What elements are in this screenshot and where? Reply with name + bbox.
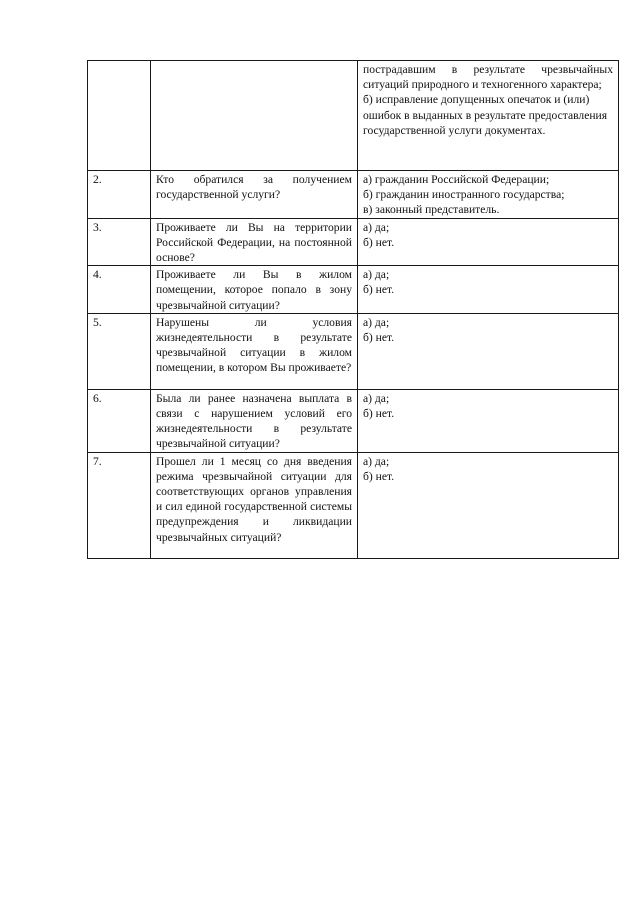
answer-line: а) да; (363, 268, 390, 282)
row-number-cell: 7. (88, 452, 151, 558)
question-cell: Нарушены ли условия жизнедеятельности в результате чрезвычайной ситуации в жилом помещении, в котором Вы проживаете? (151, 313, 358, 389)
table-row (88, 452, 619, 558)
answer-line: а) гражданин Российской Федерации; (363, 173, 550, 186)
table-row (88, 266, 619, 314)
question-cell: Была ли ранее назначена выплата в связи с нарушением условий его жизнедеятельности в результате чрезвычайной ситуации? (151, 389, 358, 452)
questions-table (87, 60, 619, 559)
answers-cell (358, 266, 619, 314)
answer-line: б) нет. (363, 331, 395, 345)
answer-line: б) нет. (363, 407, 395, 421)
answers-cell (358, 61, 619, 171)
row-number-cell (88, 61, 151, 171)
answer-line: б) нет. (363, 235, 395, 249)
row-number-cell: 4. (88, 266, 151, 314)
row-number-cell: 3. (88, 218, 151, 266)
row-number-cell: 6. (88, 389, 151, 452)
table-row (88, 389, 619, 452)
answers-cell (358, 313, 619, 389)
answer-line: б) исправление допущенных опечаток и (или) ошибок в выданных в результате предоставления государственной услуги документах. (363, 93, 608, 137)
answer-line: а) да; (363, 315, 390, 329)
answers-cell (358, 452, 619, 558)
table-row (88, 313, 619, 389)
answer-line: б) гражданин иностранного государства; (363, 188, 565, 202)
answer-line: а) да; (363, 391, 390, 405)
question-cell: Кто обратился за получением государственной услуги? (151, 171, 358, 219)
question-cell: Прошел ли 1 месяц со дня введения режима чрезвычайной ситуации для соответствующих органов управления и сил единой государственной системы предупреждения и ликвидации чрезвычайных ситуаций? (151, 452, 358, 558)
answer-line: пострадавшим в результате чрезвычайных ситуаций природного и техногенного характера; (363, 63, 613, 92)
row-number-cell: 5. (88, 313, 151, 389)
answer-line: б) нет. (363, 283, 395, 297)
table-row (88, 171, 619, 219)
table-row (88, 61, 619, 171)
answer-line: а) да; (363, 454, 390, 468)
question-cell (151, 61, 358, 171)
question-cell: Проживаете ли Вы в жилом помещении, которое попало в зону чрезвычайной ситуации? (151, 266, 358, 314)
answers-cell (358, 218, 619, 266)
question-cell: Проживаете ли Вы на территории Российской Федерации, на постоянной основе? (151, 218, 358, 266)
answers-cell (358, 171, 619, 219)
answer-line: а) да; (363, 220, 390, 234)
answer-line: б) нет. (363, 469, 395, 483)
answer-line: в) законный представитель. (363, 203, 500, 217)
table-row (88, 218, 619, 266)
answers-cell (358, 389, 619, 452)
row-number-cell: 2. (88, 171, 151, 219)
